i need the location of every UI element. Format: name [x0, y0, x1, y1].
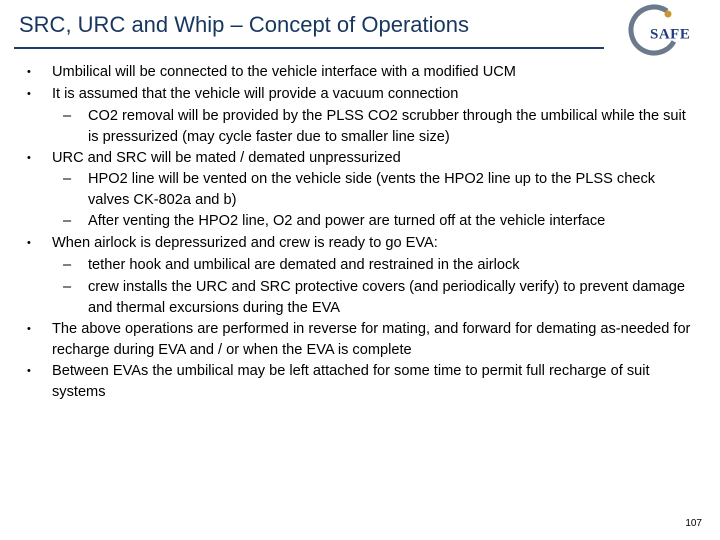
sub-bullet-text: After venting the HPO2 line, O2 and power are turned off at the vehicle interface — [88, 213, 606, 230]
bullet-text: When airlock is depressurized and crew is ready to go EVA: — [52, 235, 438, 252]
sub-bullet-item — [0, 211, 720, 233]
bullet-text: The above operations are performed in reverse for mating, and forward for demating as-needed for recharge during EVA and / or when the EVA is complete — [52, 320, 691, 358]
bullet-marker: • — [27, 87, 31, 100]
dash-marker: – — [63, 107, 72, 124]
dash-marker: – — [63, 171, 72, 188]
sub-bullet-item — [0, 255, 720, 277]
sub-bullet-text: crew installs the URC and SRC protective covers (and periodically verify) to prevent damage and thermal excursions during the EVA — [88, 278, 685, 316]
bullet-marker: • — [27, 322, 31, 335]
title-rule — [14, 47, 604, 49]
slide-title: SRC, URC and Whip – Concept of Operations — [19, 12, 469, 37]
sub-bullet-text: HPO2 line will be vented on the vehicle side (vents the HPO2 line up to the PLSS check valves CK-802a and b) — [88, 171, 656, 209]
bullet-text: Between EVAs the umbilical may be left attached for some time to permit full recharge of suit systems — [52, 362, 650, 400]
bullet-marker: • — [27, 66, 31, 78]
bullet-item — [0, 319, 720, 361]
dash-marker: – — [63, 256, 72, 273]
bullet-item — [0, 84, 720, 106]
bullet-text: URC and SRC will be mated / demated unpressurized — [52, 149, 401, 166]
bullet-item — [0, 233, 720, 255]
sub-bullet-item — [0, 106, 720, 148]
safe-logo — [626, 2, 706, 58]
bullet-text: It is assumed that the vehicle will provide a vacuum connection — [52, 85, 459, 102]
sub-bullet-item — [0, 277, 720, 319]
bullet-item — [0, 148, 720, 170]
bullet-marker: • — [27, 151, 31, 164]
logo-text: SAFE — [650, 26, 691, 43]
bullet-item — [0, 361, 720, 403]
dash-marker: – — [63, 278, 72, 295]
page-number: 107 — [685, 518, 702, 529]
bullet-item — [0, 62, 720, 84]
dash-marker: – — [63, 213, 72, 230]
bullet-list — [0, 62, 720, 403]
bullet-marker: • — [27, 364, 31, 377]
logo-dot — [665, 11, 672, 18]
sub-bullet-text: tether hook and umbilical are demated and restrained in the airlock — [88, 256, 520, 273]
sub-bullet-text: CO2 removal will be provided by the PLSS CO2 scrubber through the umbilical while the suit is pressurized (may cycle faster due to smaller line size) — [88, 107, 686, 145]
sub-bullet-item — [0, 169, 720, 211]
bullet-marker: • — [27, 237, 31, 250]
bullet-text: Umbilical will be connected to the vehicle interface with a modified UCM — [52, 64, 516, 80]
